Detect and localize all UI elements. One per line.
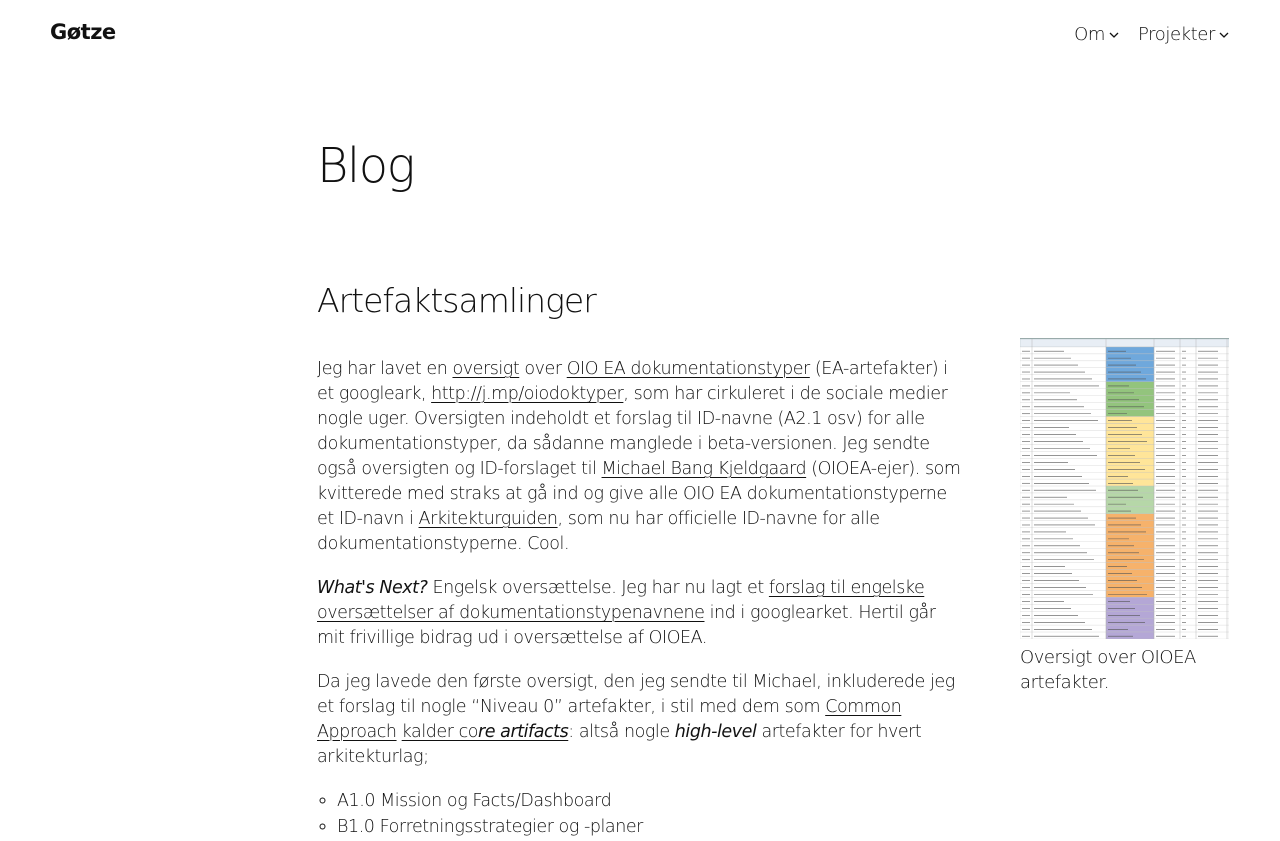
paragraph-1: [317, 357, 962, 557]
text: re artifacts: [478, 722, 569, 742]
link-arkitekturguiden[interactable]: Arkitekturguiden: [418, 509, 558, 529]
nav-item-om[interactable]: [1074, 24, 1120, 45]
text: Jeg har lavet en: [317, 359, 453, 379]
link-core-artifacts[interactable]: [402, 722, 569, 742]
link-michael-bang-kjeldgaard[interactable]: Michael Bang Kjeldgaard: [601, 459, 807, 479]
link-oiodoktyper-url[interactable]: http://j.mp/oiodoktyper: [431, 384, 624, 404]
chevron-down-icon: [1218, 29, 1230, 41]
link-common-approach[interactable]: Common Approach: [317, 697, 902, 742]
text: : altså nogle: [568, 722, 675, 742]
spreadsheet-thumbnail[interactable]: [1020, 338, 1229, 639]
artifact-list: [317, 789, 962, 840]
high-level-emphasis: high-level: [674, 722, 757, 742]
list-item: ◦ A1.0 Mission og Facts/Dashboard: [337, 789, 962, 814]
text: , som har cirkuleret i de sociale medier nogle uger. Oversigten indeholdt et forslag til ID-navne (A2.1 osv) for alle dokumentationstyper, da sådanne manglede i beta-versionen. Jeg sendte også oversigten og ID-forslaget til: [317, 384, 948, 479]
link-oversigt[interactable]: oversigt: [452, 359, 520, 379]
link-forslag-engelske[interactable]: forslag til engelske oversættelser af dokumentationstypenavnene: [317, 578, 925, 623]
text: (EA-artefakter) i et googleark,: [317, 359, 948, 404]
text: Da jeg lavede den første oversigt, den jeg sendte til Michael, inkluderede jeg et forslag til nogle “Niveau 0” artefakter, i stil med dem som: [317, 672, 955, 717]
main-nav: [1074, 24, 1230, 45]
text: Engelsk oversættelse. Jeg har nu lagt et: [427, 578, 769, 598]
text: artefakter for hvert arkitekturlag;: [317, 722, 922, 767]
list-item: ◦ B1.0 Forretningsstrategier og -planer: [337, 815, 962, 840]
text: , som nu har officielle ID-navne for alle dokumentationstyperne. Cool.: [317, 509, 880, 554]
text: ind i googlearket. Hertil går mit frivillige bidrag ud i oversættelse af OIOEA.: [317, 603, 936, 648]
nav-item-label: Projekter: [1138, 24, 1215, 45]
paragraph-2: [317, 576, 962, 651]
link-oio-ea-dokumentationstyper[interactable]: OIO EA dokumentationstyper: [566, 359, 810, 379]
post-title: Artefaktsamlinger: [317, 281, 596, 320]
spreadsheet-image: [1020, 339, 1229, 639]
artifact-figure: [1020, 338, 1230, 695]
text: kalder co: [401, 722, 478, 742]
nav-item-projekter[interactable]: [1138, 24, 1230, 45]
chevron-down-icon: [1108, 29, 1120, 41]
post-content: [317, 357, 962, 841]
text: over: [519, 359, 567, 379]
site-title[interactable]: Gøtze: [50, 20, 116, 44]
whats-next-emphasis: What's Next?: [317, 578, 428, 598]
text: (OIOEA-ejer). som kvitterede med straks at gå ind og give alle OIO EA dokumentationstyperne et ID-navn i: [317, 459, 961, 529]
figure-caption: Oversigt over OIOEA artefakter.: [1020, 647, 1196, 693]
nav-item-label: Om: [1074, 24, 1105, 45]
paragraph-3: [317, 670, 962, 770]
page-title: Blog: [317, 138, 414, 194]
